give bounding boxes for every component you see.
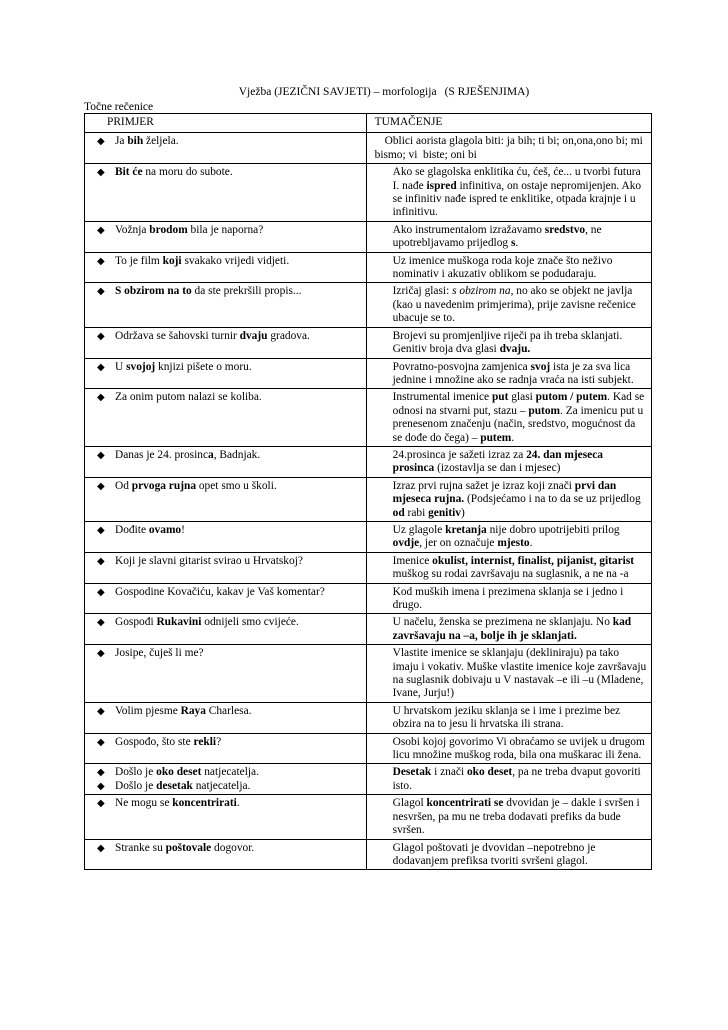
example-item	[89, 586, 362, 599]
explanation-text: Ako instrumentalom izražavamo sredstvo, ne upotrebljavamo prijedlog s.	[392, 223, 602, 250]
table-row	[85, 839, 652, 870]
example-cell	[85, 583, 367, 614]
diamond-bullet-icon: ◆	[97, 392, 105, 404]
table-row	[85, 252, 652, 283]
diamond-bullet-icon: ◆	[97, 586, 105, 598]
table-row	[85, 221, 652, 252]
exercise-table	[84, 113, 652, 870]
diamond-bullet-icon: ◆	[97, 798, 105, 810]
explanation-cell	[366, 733, 651, 764]
explanation-text: Glagol koncentrirati se dvovidan je – dakle i svršen i nesvršen, pa mu ne treba dodavati prefiks da bude svršen.	[392, 797, 640, 837]
explanation-text: Vlastite imenice se sklanjaju (dekliniraju) pa tako imaju i vokativ. Muške vlastite imenice koje završavaju na suglasnik dobivaju u V nastavak –e ili –u (Mladene, Ivane, Jurju!)	[392, 647, 647, 700]
header-row	[85, 114, 652, 133]
explanation-cell	[366, 327, 651, 358]
example-text: Došlo je oko deset natjecatelja.	[115, 766, 259, 779]
diamond-bullet-icon: ◆	[97, 705, 105, 717]
explanation-text: Kod muških imena i prezimena sklanja se i jedno i drugo.	[392, 585, 624, 611]
example-text: S obzirom na to da ste prekršili propis...	[115, 285, 302, 298]
example-cell	[85, 839, 367, 870]
title-note: (S RJEŠENJIMA)	[444, 86, 530, 98]
explanation-cell	[366, 583, 651, 614]
diamond-bullet-icon: ◆	[97, 736, 105, 748]
explanation-cell	[366, 645, 651, 703]
table-row	[85, 389, 652, 447]
example-item	[89, 449, 362, 462]
example-item	[89, 780, 362, 793]
table-row	[85, 446, 652, 477]
diamond-bullet-icon: ◆	[97, 555, 105, 567]
explanation-cell	[366, 521, 651, 552]
diamond-bullet-icon: ◆	[97, 136, 105, 148]
explanation-text: U hrvatskom jeziku sklanja se i ime i prezime bez obzira na to jesu li hrvatska ili strana.	[392, 704, 621, 731]
table-row	[85, 645, 652, 703]
example-cell	[85, 733, 367, 764]
example-text: Danas je 24. prosinca, Badnjak.	[115, 448, 261, 461]
explanation-text: Imenice okulist, internist, finalist, pijanist, gitarist muškog su rodai završavaju na suglasnik, a ne na -a	[392, 554, 635, 581]
explanation-text: Brojevi su promjenljive riječi pa ih treba sklanjati. Genitiv broja dva glasi dvaju.	[392, 329, 623, 356]
example-cell	[85, 283, 367, 327]
explanation-cell	[366, 221, 651, 252]
example-text: Od prvoga rujna opet smo u školi.	[115, 479, 277, 492]
diamond-bullet-icon: ◆	[97, 361, 105, 373]
example-cell	[85, 221, 367, 252]
explanation-cell	[366, 358, 651, 389]
example-item	[89, 616, 362, 629]
subtitle: Točne rečenice	[84, 101, 154, 113]
example-item	[89, 555, 362, 568]
example-item	[89, 842, 362, 855]
example-item	[89, 224, 362, 237]
diamond-bullet-icon: ◆	[97, 330, 105, 342]
explanation-text: Instrumental imenice put glasi putom / putem. Kad se odnosi na stvarni put, stazu – putom. Za imenicu put u prenesenom značenju (način, sredstvo, mogućnost da se dođe do čega) – putem.	[392, 391, 645, 444]
table-row	[85, 702, 652, 733]
example-cell	[85, 358, 367, 389]
example-item	[89, 524, 362, 537]
example-text: Za onim putom nalazi se koliba.	[115, 391, 262, 404]
explanation-cell	[366, 389, 651, 447]
explanation-cell	[366, 477, 651, 521]
header-primjer: PRIMJER	[85, 114, 367, 133]
diamond-bullet-icon: ◆	[97, 842, 105, 854]
example-item	[89, 797, 362, 810]
table-row	[85, 477, 652, 521]
table-row	[85, 733, 652, 764]
explanation-cell	[366, 702, 651, 733]
example-item	[89, 255, 362, 268]
example-item	[89, 361, 362, 374]
table-row	[85, 133, 652, 164]
diamond-bullet-icon: ◆	[97, 255, 105, 267]
example-cell	[85, 327, 367, 358]
example-cell	[85, 552, 367, 583]
example-text: Gospođo, što ste rekli?	[115, 735, 222, 748]
diamond-bullet-icon: ◆	[97, 648, 105, 660]
table-row	[85, 164, 652, 222]
example-text: Gospođi Rukavini odnijeli smo cvijeće.	[115, 616, 299, 629]
example-text: Došlo je desetak natjecatelja.	[115, 779, 251, 792]
table-row	[85, 552, 652, 583]
explanation-cell	[366, 839, 651, 870]
example-cell	[85, 164, 367, 222]
explanation-text: Uz glagole kretanja nije dobro upotrijebiti prilog ovdje, jer on označuje mjesto.	[392, 523, 620, 550]
example-cell	[85, 446, 367, 477]
example-text: Koji je slavni gitarist svirao u Hrvatskoj?	[115, 554, 303, 567]
table-row	[85, 521, 652, 552]
example-item	[89, 647, 362, 660]
example-text: Održava se šahovski turnir dvaju gradova.	[115, 329, 310, 342]
explanation-cell	[366, 133, 651, 164]
example-cell	[85, 133, 367, 164]
example-cell	[85, 477, 367, 521]
table-row	[85, 583, 652, 614]
explanation-cell	[366, 252, 651, 283]
explanation-cell	[366, 552, 651, 583]
explanation-text: Uz imenice muškoga roda koje znače što neživo nominativ i akuzativ oblikom se podudaraju.	[392, 254, 613, 281]
explanation-cell	[366, 446, 651, 477]
example-cell	[85, 702, 367, 733]
explanation-text: Osobi kojoj govorimo Vi obraćamo se uvijek u drugom licu množine muškog roda, bila ona muškarac ili žena.	[392, 735, 645, 762]
explanation-cell	[366, 764, 651, 795]
diamond-bullet-icon: ◆	[97, 780, 105, 792]
example-cell	[85, 795, 367, 839]
diamond-bullet-icon: ◆	[97, 524, 105, 536]
example-text: Josipe, čuješ li me?	[115, 647, 204, 660]
example-item	[89, 391, 362, 404]
explanation-text: U načelu, ženska se prezimena ne sklanjaju. No kad završavaju na –a, bolje ih je sklanjati.	[392, 616, 632, 642]
example-cell	[85, 252, 367, 283]
page-title	[0, 86, 728, 98]
explanation-cell	[366, 614, 651, 645]
example-text: Bit će na moru do subote.	[115, 166, 233, 179]
example-cell	[85, 645, 367, 703]
explanation-cell	[366, 164, 651, 222]
explanation-text: Povratno-posvojna zamjenica svoj ista je za sva lica jednine i množine ako se radnja vraća na isti subjekt.	[392, 360, 634, 386]
diamond-bullet-icon: ◆	[97, 167, 105, 179]
example-item	[89, 135, 362, 148]
explanation-text: 24.prosinca je sažeti izraz za 24. dan mjeseca prosinca (izostavlja se dan i mjesec)	[392, 448, 603, 475]
explanation-cell	[366, 795, 651, 839]
explanation-text: Ako se glagolska enklitika ću, ćeš, će... u tvorbi futura I. nađe ispred infinitiva, on ostaje nepromijenjen. Ako se infinitiv nađe ispred te enklitike, otpada krajnje i u infinitivu.	[392, 166, 642, 219]
table-row	[85, 614, 652, 645]
example-text: Vožnja brodom bila je naporna?	[115, 223, 264, 236]
example-item	[89, 766, 362, 779]
example-text: To je film koji svakako vrijedi vidjeti.	[115, 254, 290, 267]
explanation-text: Oblici aorista glagola biti: ja bih; ti bi; on,ona,ono bi; mi bismo; vi biste; oni bi	[374, 135, 643, 161]
example-cell	[85, 521, 367, 552]
header-tumacenje: TUMAČENJE	[366, 114, 651, 133]
example-item	[89, 330, 362, 343]
explanation-text: Izričaj glasi: s obzirom na, no ako se objekt ne javlja (kao u navedenim primjerima), prije zavisne rečenice ubacuje se to.	[392, 285, 636, 325]
table-row	[85, 358, 652, 389]
table-body	[85, 133, 652, 870]
example-text: U svojoj knjizi pišete o moru.	[115, 360, 252, 373]
example-item	[89, 736, 362, 749]
explanation-cell	[366, 283, 651, 327]
diamond-bullet-icon: ◆	[97, 767, 105, 779]
example-cell	[85, 389, 367, 447]
example-item	[89, 480, 362, 493]
example-text: Volim pjesme Raya Charlesa.	[115, 704, 252, 717]
table-row	[85, 283, 652, 327]
example-cell	[85, 614, 367, 645]
explanation-text: Desetak i znači oko deset, pa ne treba dvaput govoriti isto.	[392, 766, 641, 792]
example-item	[89, 166, 362, 179]
example-cell	[85, 764, 367, 795]
table-row	[85, 327, 652, 358]
example-text: Gospodine Kovačiću, kakav je Vaš komentar?	[115, 585, 325, 598]
diamond-bullet-icon: ◆	[97, 449, 105, 461]
example-item	[89, 285, 362, 298]
title-main: Vježba (JEZIČNI SAVJETI) – morfologija	[238, 86, 437, 98]
diamond-bullet-icon: ◆	[97, 617, 105, 629]
table-row	[85, 764, 652, 795]
example-text: Ja bih željela.	[115, 135, 179, 148]
explanation-text: Izraz prvi rujna sažet je izraz koji znači prvi dan mjeseca rujna. (Podsjećamo i na to da se uz prijedlog od rabi genitiv)	[392, 479, 641, 519]
diamond-bullet-icon: ◆	[97, 480, 105, 492]
example-text: Dođite ovamo!	[115, 523, 185, 536]
diamond-bullet-icon: ◆	[97, 224, 105, 236]
diamond-bullet-icon: ◆	[97, 286, 105, 298]
example-text: Stranke su poštovale dogovor.	[115, 841, 255, 854]
example-item	[89, 705, 362, 718]
table-row	[85, 795, 652, 839]
explanation-text: Glagol poštovati je dvovidan –nepotrebno je dodavanjem prefiksa tvoriti svršeni glagol.	[392, 841, 596, 867]
example-text: Ne mogu se koncentrirati.	[115, 797, 240, 810]
